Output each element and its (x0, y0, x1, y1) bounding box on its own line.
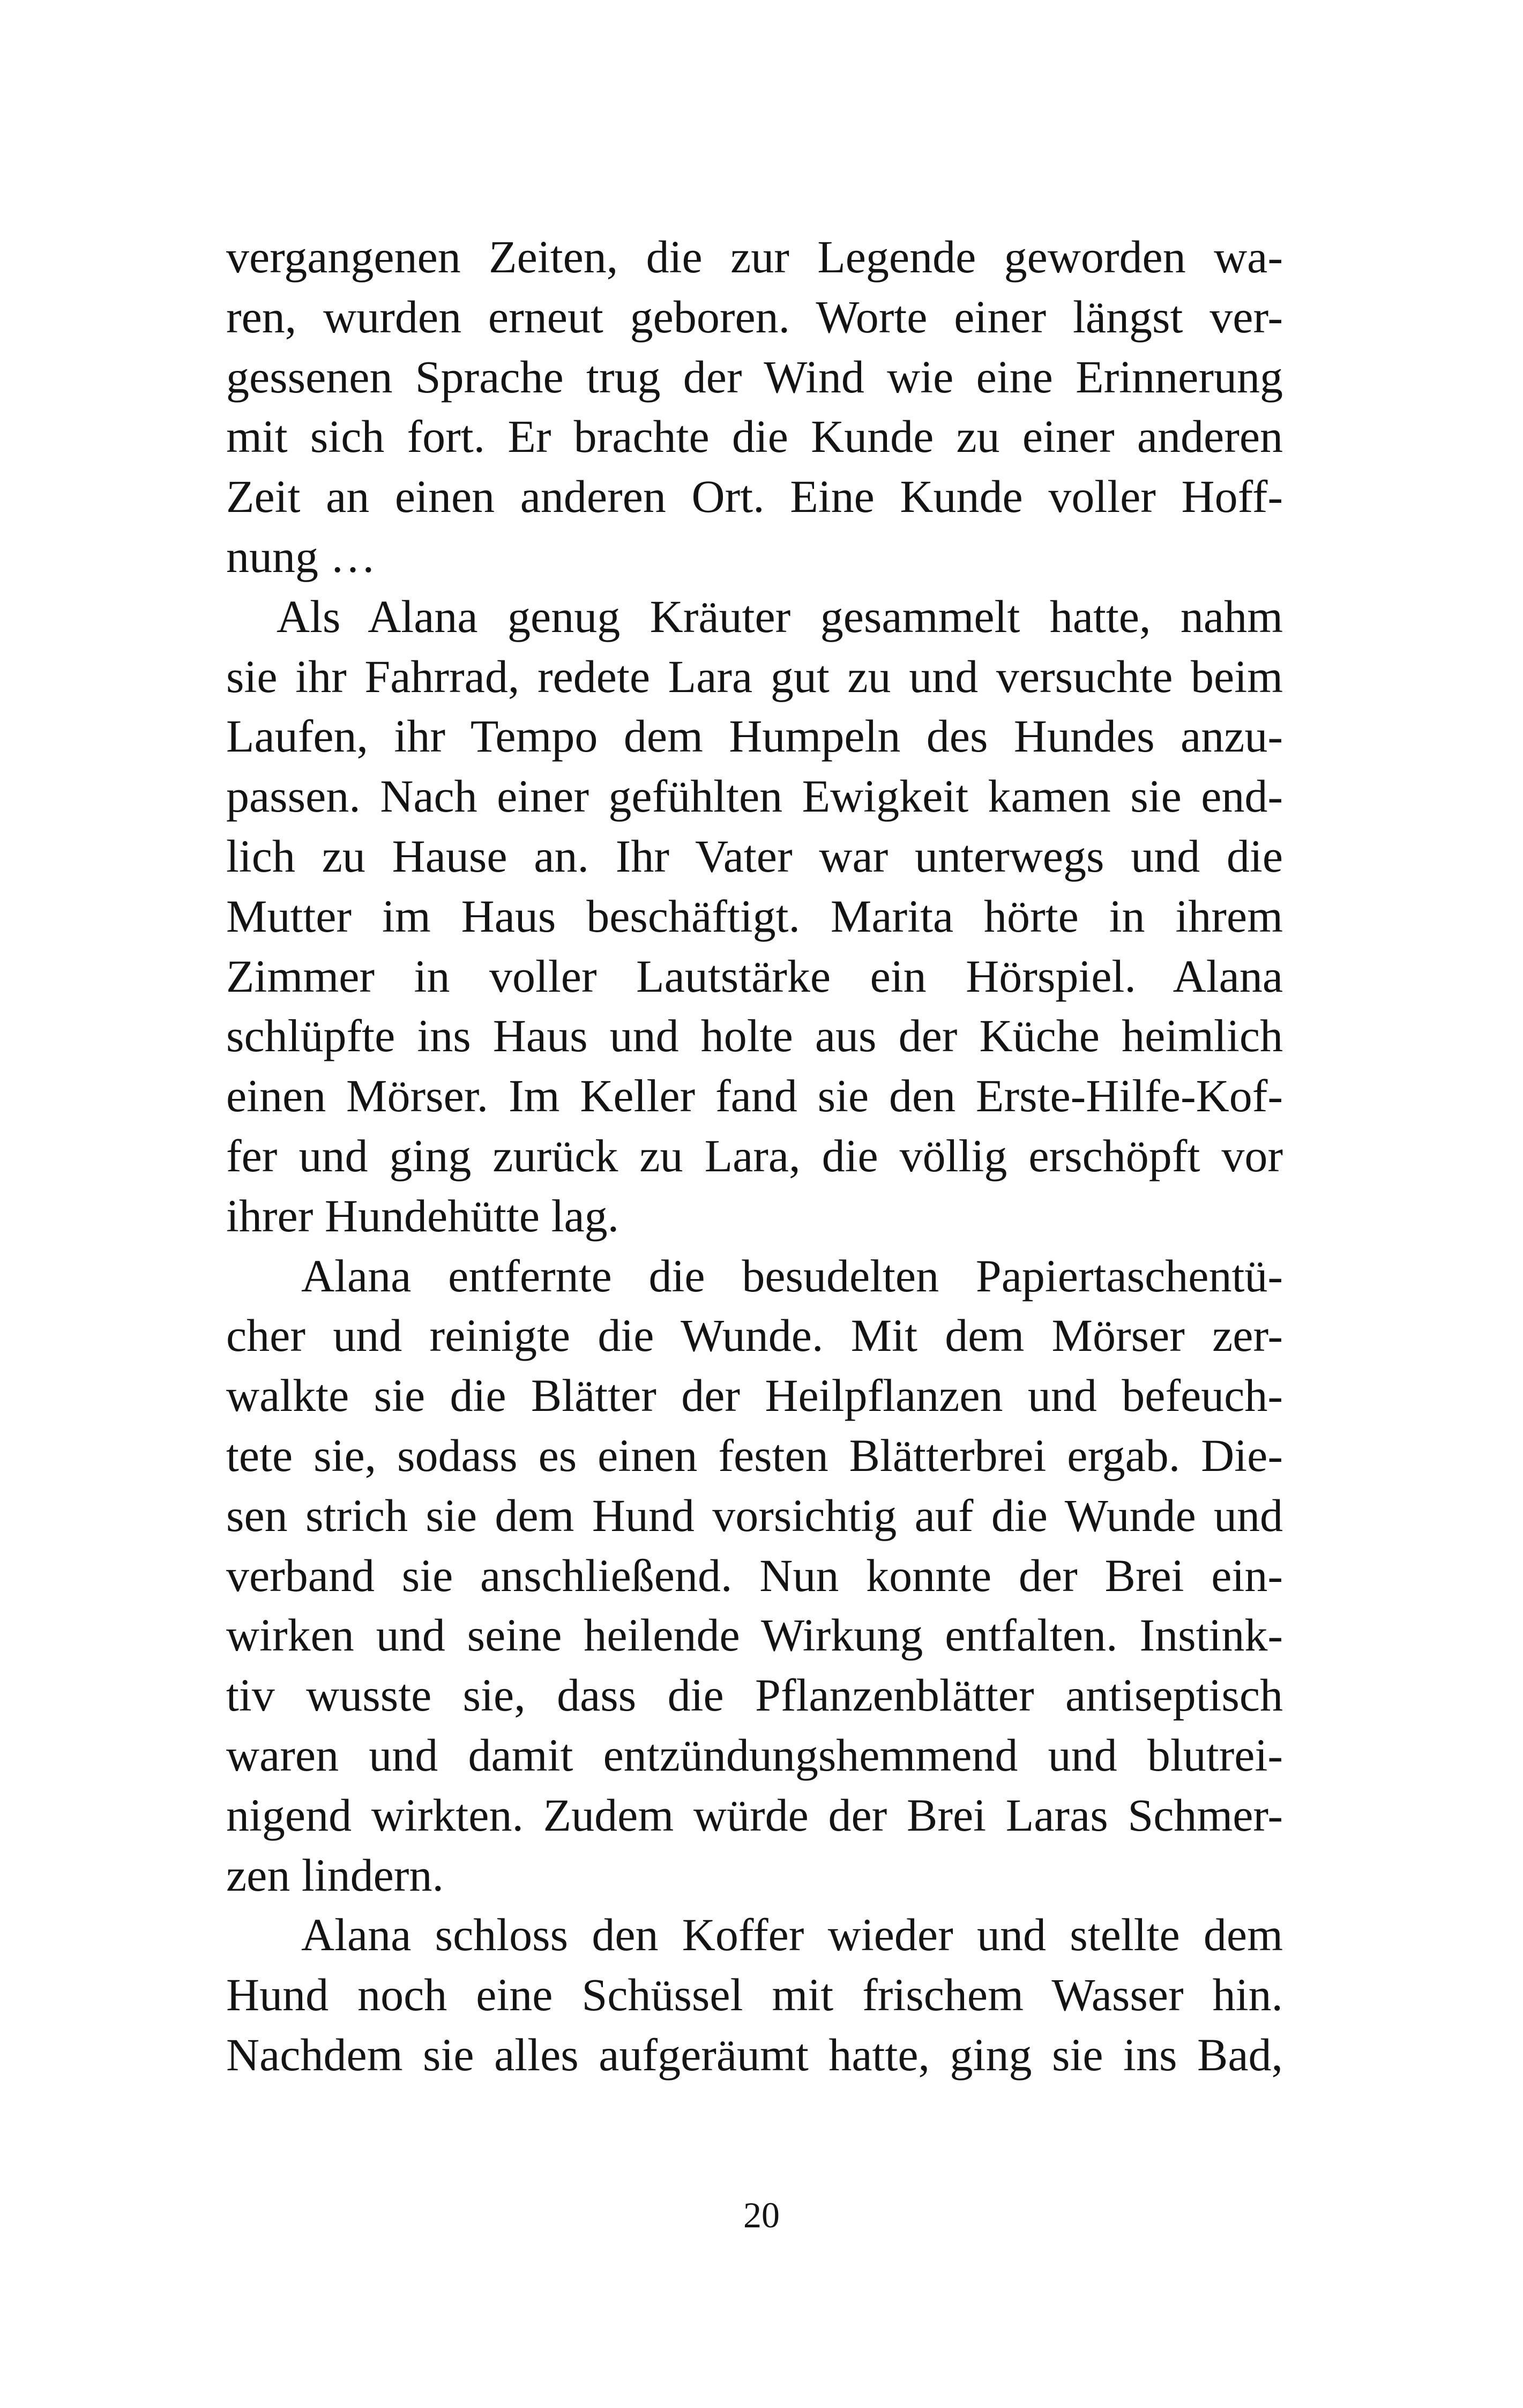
text-line: Als Alana genug Kräuter gesammelt hatte, nahm (277, 590, 1283, 642)
text-line: nung … (226, 530, 376, 582)
page-number: 20 (743, 2195, 780, 2235)
text-line: ihrer Hundehütte lag. (226, 1190, 619, 1242)
text-line: fer und ging zurück zu Lara, die völlig erschöpft vor (226, 1129, 1283, 1181)
text-line: Alana entfernte die besudelten Papiertaschentü- (301, 1250, 1283, 1302)
text-line: Mutter im Haus beschäftigt. Marita hörte in ihrem (226, 890, 1283, 942)
text-line: passen. Nach einer gefühlten Ewigkeit kamen sie end- (226, 770, 1283, 822)
text-line: einen Mörser. Im Keller fand sie den Erste-Hilfe-Kof- (226, 1070, 1283, 1122)
text-line: sen strich sie dem Hund vorsichtig auf die Wunde und (226, 1489, 1283, 1541)
text-line: Alana schloss den Koffer wieder und stellte dem (301, 1909, 1283, 1961)
text-line: Zeit an einen anderen Ort. Eine Kunde voller Hoff- (226, 471, 1283, 523)
text-line: Nachdem sie alles aufgeräumt hatte, ging sie ins Bad, (226, 2028, 1283, 2080)
text-line: gessenen Sprache trug der Wind wie eine Erinnerung (226, 351, 1283, 403)
text-line: schlüpfte ins Haus und holte aus der Küche heimlich (226, 1010, 1283, 1062)
body-text (226, 227, 1283, 2085)
text-line: mit sich fort. Er brachte die Kunde zu einer anderen (226, 411, 1283, 463)
text-line: walkte sie die Blätter der Heilpflanzen und befeuch- (226, 1370, 1283, 1422)
text-line: wirken und seine heilende Wirkung entfalten. Instink- (226, 1609, 1283, 1661)
text-line: tete sie, sodass es einen festen Blätterbrei ergab. Die- (226, 1429, 1283, 1481)
text-line: lich zu Hause an. Ihr Vater war unterwegs und die (226, 830, 1283, 882)
text-line: waren und damit entzündungshemmend und blutrei- (226, 1729, 1283, 1781)
text-line: tiv wusste sie, dass die Pflanzenblätter antiseptisch (226, 1669, 1283, 1721)
text-line: Zimmer in voller Lautstärke ein Hörspiel. Alana (226, 950, 1283, 1002)
text-line: sie ihr Fahrrad, redete Lara gut zu und versuchte beim (226, 650, 1283, 702)
text-line: vergangenen Zeiten, die zur Legende geworden wa- (226, 231, 1283, 283)
text-line: nigend wirkten. Zudem würde der Brei Laras Schmer- (226, 1789, 1283, 1841)
text-line: verband sie anschließend. Nun konnte der Brei ein- (226, 1549, 1283, 1601)
text-line: cher und reinigte die Wunde. Mit dem Mörser zer- (226, 1310, 1283, 1362)
text-line: zen lindern. (226, 1849, 444, 1901)
text-line: ren, wurden erneut geboren. Worte einer längst ver- (226, 291, 1283, 343)
text-line: Hund noch eine Schüssel mit frischem Wasser hin. (226, 1969, 1283, 2021)
text-line: Laufen, ihr Tempo dem Humpeln des Hundes anzu- (226, 710, 1283, 762)
